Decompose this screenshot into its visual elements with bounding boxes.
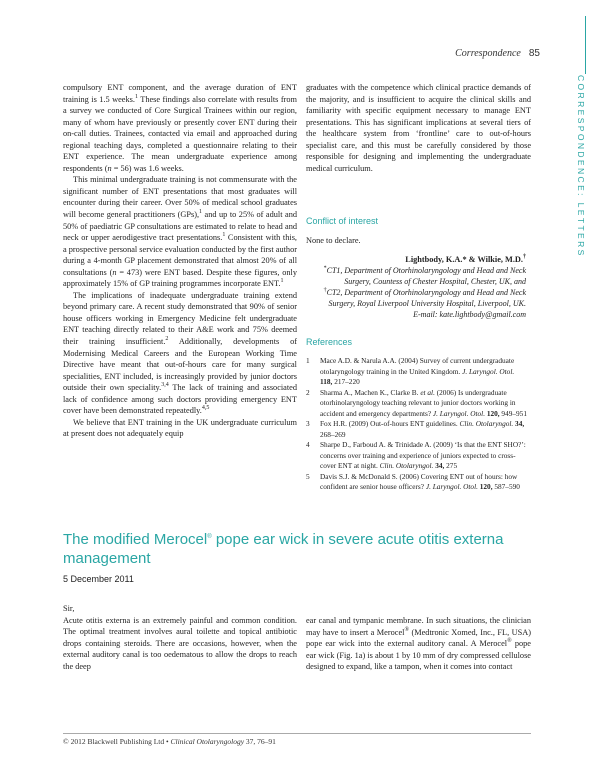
reference-item: 2 Sharma A., Machen K., Clarke B. et al. (2006) Is undergraduate otorhinolaryngology teaching relevant to junior doctors working in accident and emergency departments? J. Laryngol. Otol. 120, 949–951 xyxy=(306,387,527,418)
paragraph: This minimal undergraduate training is not commensurate with the significant number of ENT presentations that most graduates will encounter during their career. Over 50% of medical school graduates will become general practitioners (GPs),$^1$ and up to 25% of adult and 50% of paediatric GP consultations are estimated to relate to head and neck or upper aerodigestive tract presentations.$^1$ Consistent with this, a prospective personal service evaluation conducted by the first author during a 4-month GP placement demonstrated that almost 20% of all consultations (n = 473) were ENT based. Despite these figures, only approximately 15% of GP training programmes incorporate ENT.$^1$ xyxy=(63,175,297,289)
journal-section: Correspondence xyxy=(455,48,521,59)
footer: © 2012 Blackwell Publishing Ltd • Clinical Otolaryngology 37, 76–91 xyxy=(63,737,276,746)
footer-rule xyxy=(63,733,531,734)
paragraph: The implications of inadequate undergraduate training extend beyond primary care. A recent study demonstrated that 90% of senior house officers working in Emergency Medicine felt undergraduate ENT teaching directly related to their A&E work and 75% deemed their training insufficient.$^2$ Additionally, developments of Modernising Medical Careers and the European Working Time Directive have meant that out-of-hours care for many surgical specialities, ENT included, is increasingly provided by junior doctors outside their own speciality.$^{3,4}$ The lack of training and associated lack of confidence among such doctors providing emergency ENT cover have been demonstrated repeatedly.$^{4,5}$ xyxy=(63,290,298,416)
conflict-heading: Conflict of interest xyxy=(306,216,379,226)
paragraph: graduates with the competence which clinical practice demands of the majority, and is insufficient to acquire the clinical skills and familiarity with specific equipment necessary to manage ENT presentations. This has significant implications at several tiers of the healthcare system from ‘frontline’ care to out-of-hours specialist care, and this must be carefully considered by those responsible for designing and implementing the undergraduate medical curriculum. xyxy=(306,83,531,173)
author-names: Lightbody, K.A.* & Wilkie, M.D.† xyxy=(405,254,526,264)
salutation: Sir, xyxy=(63,604,75,613)
signature-block xyxy=(306,254,526,320)
reference-list xyxy=(306,356,528,493)
section-sidebar xyxy=(570,75,586,265)
paragraph: We believe that ENT training in the UK undergraduate curriculum at present does not adequately equip xyxy=(63,417,297,439)
reference-item: 1 Mace A.D. & Narula A.A. (2004) Survey of current undergraduate otolaryngology training in the United Kingdom. J. Laryngol. Otol. 118, 217–220 xyxy=(306,356,515,386)
email: E-mail: kate.lightbody@gmail.com xyxy=(413,310,526,319)
running-header xyxy=(455,48,540,59)
paragraph: Acute otitis externa is an extremely painful and common condition. The optimal treatment involves aural toilette and topical antibiotic drops containing steroids. There are occasions, however, when the external auditory canal is too oedematous to allow the drops to reach the deep xyxy=(63,615,297,671)
page-number: 85 xyxy=(528,48,540,59)
references-heading: References xyxy=(306,337,353,347)
paragraph: compulsory ENT component, and the average duration of ENT training is 1.5 weeks.$^1$ These findings also correlate with results from a survey we conducted of Core Surgical Trainees within our region, many of whom have previously or presently cover ENT during their on-call duties. Trainees, contacted via email and approached during regional teaching days, completed a questionnaire relating to their ENT experience. The mean undergraduate experience among respondents (n = 56) was 1.6 weeks. xyxy=(63,83,298,173)
right-column xyxy=(306,82,531,174)
affiliation: *CT1, Department of Otorhinolaryngology and Head and Neck Surgery, Countess of Chester Hospital, Chester, UK, and xyxy=(323,265,526,286)
affiliation: †CT2, Department of Otorhinolaryngology and Head and Neck Surgery, Royal Liverpool University Hospital, Liverpool, UK. xyxy=(323,287,526,308)
reference-item: 5 Davis S.J. & McDonald S. (2006) Covering ENT out of hours: how confident are senior house officers? J. Laryngol. Otol. 120, 587–590 xyxy=(306,471,520,491)
paragraph: ear canal and tympanic membrane. In such situations, the clinician may have to insert a Merocel® (Medtronic Xomed, Inc., FL, USA) pope ear wick into the external auditory canal. A Merocel® pope ear wick (Fig. 1a) is about 1 by 10 mm of dry compressed cellulose designed to expand, like a tampon, when it comes into contact xyxy=(306,616,531,672)
reference-item: 3 Fox H.R. (2009) Out-of-hours ENT guidelines. Clin. Otolaryngol. 34, 268–269 xyxy=(306,419,525,439)
left-column xyxy=(63,82,297,440)
sidebar-label: CORRESPONDENCE: LETTERS xyxy=(576,75,586,258)
article-right-column xyxy=(306,615,531,673)
reference-item: 4 Sharpe D., Farboud A. & Trinidade A. (2009) ‘Is that the ENT SHO?’: concerns over training and experience of juniors expected to cross-cover ENT at night. Clin. Otolaryngol. 34, 275 xyxy=(306,440,526,470)
article-left-column xyxy=(63,603,297,672)
header-rule xyxy=(585,16,586,74)
article-title: The modified Merocel® pope ear wick in severe acute otitis externa management xyxy=(63,531,504,567)
conflict-text: None to declare. xyxy=(306,236,361,245)
article-date: 5 December 2011 xyxy=(63,574,134,584)
